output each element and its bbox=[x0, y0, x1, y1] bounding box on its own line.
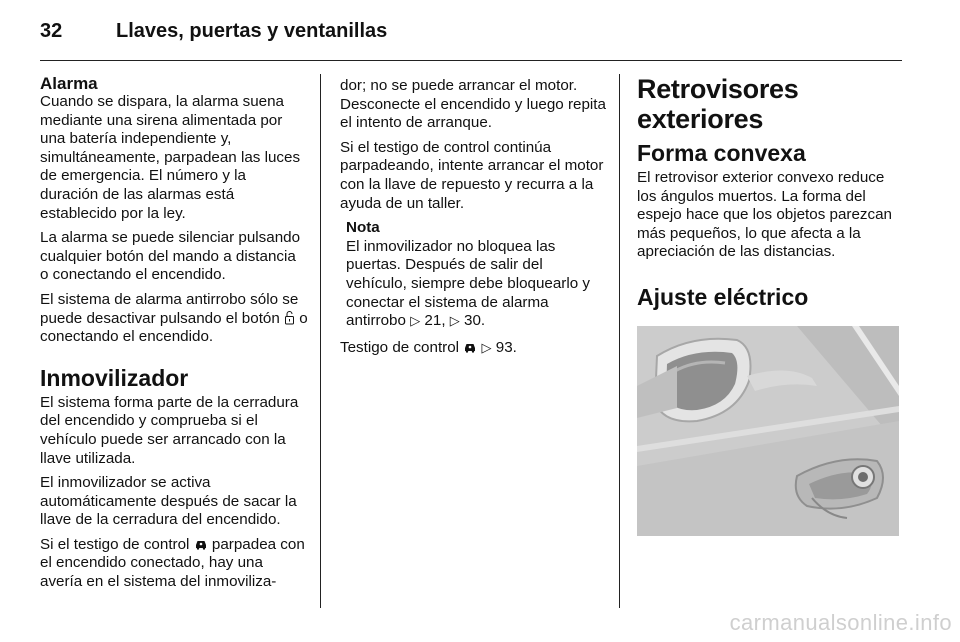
column-1 bbox=[40, 74, 308, 598]
column-divider-2 bbox=[619, 74, 620, 608]
alarm-paragraph-2: La alarma se puede silenciar pulsando cualquier botón del mando a distancia o conectando el encendido. bbox=[40, 229, 301, 284]
page-header bbox=[40, 16, 902, 60]
note-reference-2: 30. bbox=[464, 312, 486, 330]
immobilizer-paragraph-1: El sistema forma parte de la cerradura del encendido y comprueba si el vehículo puede ser arrancado con la llave utilizada. bbox=[40, 393, 299, 467]
immobilizer-paragraph-3-start: Si el testigo de control bbox=[40, 535, 190, 553]
mirror-adjust-illustration bbox=[637, 326, 899, 536]
page-title: Llaves, puertas y ventanillas bbox=[116, 20, 388, 42]
header-divider bbox=[40, 60, 902, 61]
unlock-key-icon bbox=[284, 310, 299, 327]
page-reference-icon: ▷ bbox=[449, 313, 460, 329]
alarm-paragraph-3-start: El sistema de alarma antirrobo sólo se puede desactivar pulsando el botón bbox=[40, 290, 299, 327]
watermark: carmanualsonline.info bbox=[729, 610, 952, 635]
alarm-heading: Alarma bbox=[40, 74, 98, 93]
mirror-adjust-figure bbox=[637, 326, 905, 536]
car-key-immobilizer-icon bbox=[463, 339, 481, 356]
car-key-immobilizer-icon bbox=[194, 536, 212, 553]
immobilizer-paragraph-3-end: parpadea con el encendido conectado, hay una avería en el sistema del inmoviliza- bbox=[40, 535, 305, 591]
page-reference-icon: ▷ bbox=[410, 313, 421, 329]
convex-heading: Forma convexa bbox=[637, 140, 806, 166]
column-2 bbox=[340, 77, 606, 363]
page-number: 32 bbox=[40, 20, 63, 42]
immobilizer-spare-key-paragraph: Si el testigo de control continúa parpadeando, intente arrancar el motor con la llave de repuesto y recurra a la ayuda de un taller. bbox=[340, 138, 604, 212]
control-light-text: Testigo de control bbox=[340, 338, 460, 356]
alarm-paragraph-3 bbox=[40, 291, 308, 347]
mirrors-heading: Retrovisores exteriores bbox=[637, 74, 799, 134]
note-reference-1: 21, bbox=[424, 312, 446, 330]
immobilizer-paragraph-2: El inmovilizador se activa automáticamente después de sacar la llave de la cerradura del encendido. bbox=[40, 474, 297, 529]
note-text-body: El inmovilizador no bloquea las puertas. Después de salir del vehículo, siempre debe bloquearlo y conectar el sistema de alarma antirrobo bbox=[346, 237, 590, 330]
note-box bbox=[340, 219, 606, 331]
note-text bbox=[346, 238, 606, 331]
note-title: Nota bbox=[346, 219, 380, 237]
immobilizer-heading: Inmovilizador bbox=[40, 364, 189, 391]
convex-paragraph: El retrovisor exterior convexo reduce los ángulos muertos. La forma del espejo hace que los objetos parezcan más pequeños, lo que afecta a la apreciación de las distancias. bbox=[637, 169, 892, 261]
electric-adjust-heading: Ajuste eléctrico bbox=[637, 283, 809, 310]
page-reference-icon: ▷ bbox=[481, 339, 492, 355]
column-divider-1 bbox=[320, 74, 321, 608]
alarm-paragraph-3-end: o conectando el encendido. bbox=[40, 309, 308, 346]
control-light-reference: 93. bbox=[495, 338, 517, 356]
immobilizer-continued-paragraph: dor; no se puede arrancar el motor. Desconecte el encendido y luego repita el intento de arranque. bbox=[340, 77, 606, 132]
control-light-paragraph bbox=[340, 339, 606, 358]
alarm-paragraph-1: Cuando se dispara, la alarma suena mediante una sirena alimentada por una batería independiente y, simultáneamente, parpadean las luces de emergencia. El número y la duración de las alarmas está establecido por la ley. bbox=[40, 93, 301, 222]
column-3 bbox=[637, 74, 905, 536]
immobilizer-paragraph-3 bbox=[40, 536, 308, 592]
